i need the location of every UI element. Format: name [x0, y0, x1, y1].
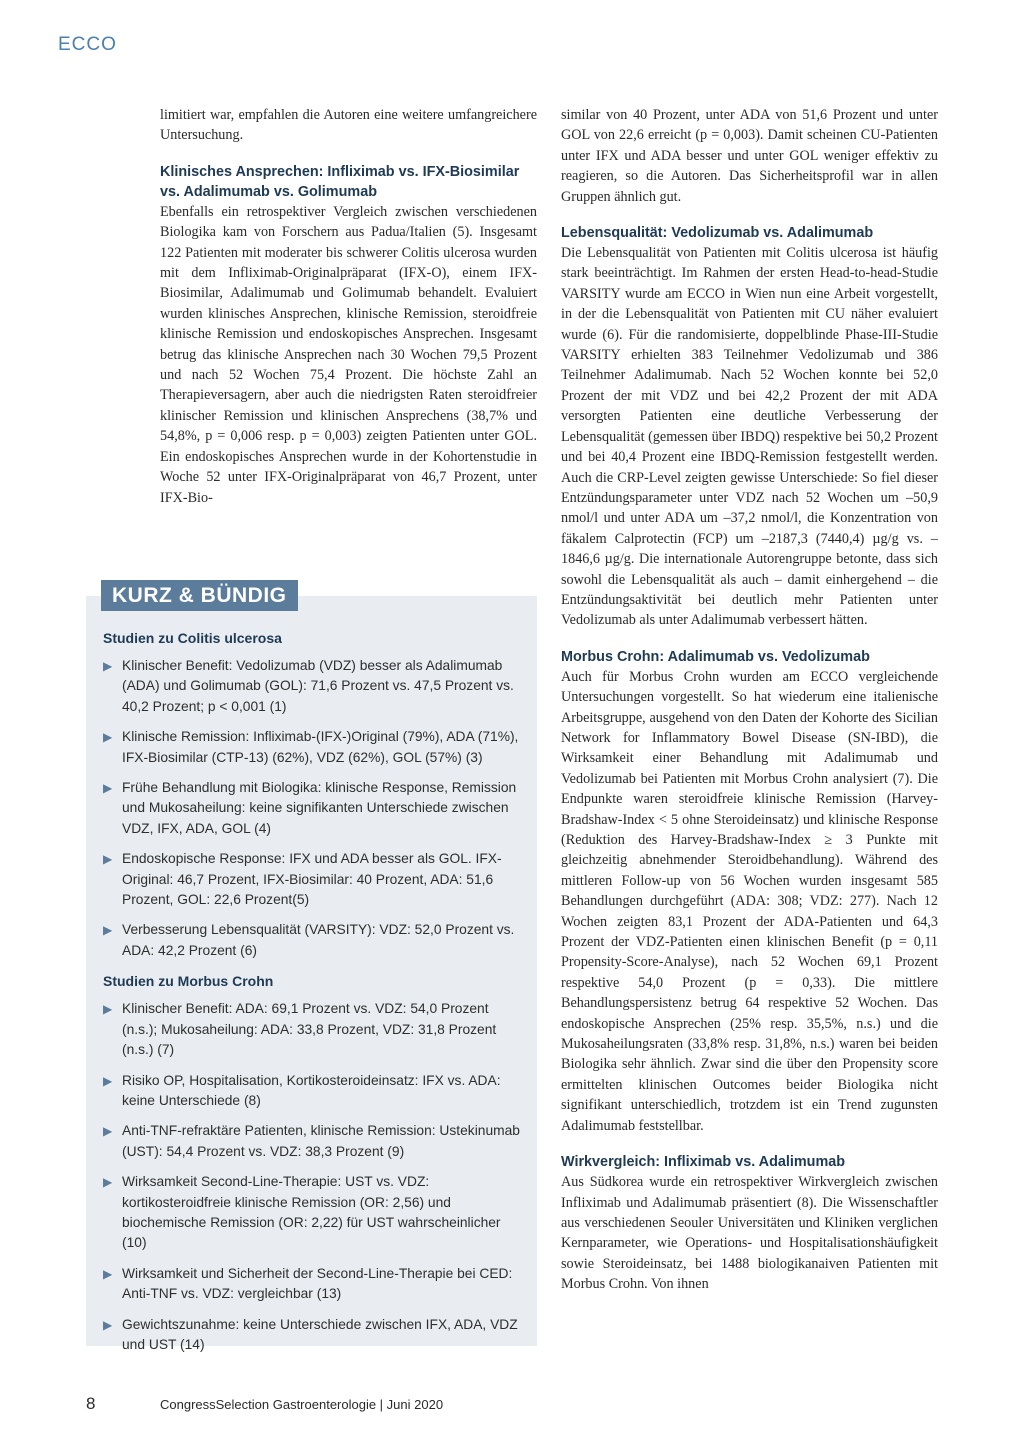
section-heading-crohn: Morbus Crohn: Adalimumab vs. Vedolizumab — [561, 648, 870, 665]
bullet-arrow-icon: ▶ — [103, 1124, 113, 1139]
bullet-arrow-icon: ▶ — [103, 1175, 113, 1190]
summary-box-title: KURZ & BÜNDIG — [101, 580, 298, 611]
publication-footer: CongressSelection Gastroenterologie | Juni 2020 — [160, 1397, 444, 1412]
right-column — [561, 105, 938, 1295]
bullet-arrow-icon: ▶ — [103, 730, 113, 745]
section-heading-efficacy-comparison: Wirkvergleich: Infliximab vs. Adalimumab — [561, 1154, 846, 1171]
list-item: ▶ Endoskopische Response: IFX und ADA besser als GOL. IFX-Original: 46,7 Prozent, IFX-Biosimilar: 40 Prozent, ADA: 51,6 Prozent, GOL: 22,6 Prozent(5) — [103, 851, 502, 908]
efficacy-comparison-paragraph: Aus Südkorea wurde ein retrospektiver Wirkvergleich zwischen Infliximab und Adalimumab präsentiert (8). Die Wissenschaftler aus verschiedenen Seouler Universitäten und Kliniken verglichen Kernparameter, wie Operations- und Hospitalisationshäufigkeit sowie Steroideinsatz, bei 1488 biologikanaiven Patienten mit Morbus Crohn. Von ihnen — [561, 1174, 938, 1293]
list-item: ▶ Risiko OP, Hospitalisation, Kortikosteroideinsatz: IFX vs. ADA: keine Unterschiede (8) — [103, 1072, 501, 1108]
bullet-arrow-icon: ▶ — [103, 1266, 113, 1281]
bullet-arrow-icon: ▶ — [103, 781, 113, 796]
cd-studies-heading: Studien zu Morbus Crohn — [103, 973, 274, 990]
bullet-arrow-icon: ▶ — [103, 1073, 113, 1088]
left-intro-paragraph: limitiert war, empfahlen die Autoren eine weitere umfangreichere Untersuchung. — [160, 107, 537, 144]
cd-studies-list — [103, 999, 523, 1355]
clinical-response-paragraph: Ebenfalls ein retrospektiver Vergleich zwischen verschiedenen Biologika kam von Forschern aus Padua/Italien (5). Insgesamt 122 Patienten mit moderater bis schwerer Colitis ulcerosa wurden mit dem Infliximab-Originalpräparat (IFX-O), einem IFX-Biosimilar, Adalimumab und Golimumab behandelt. Evaluiert wurden klinisches Ansprechen, klinische Remission, steroidfreie klinische Remission und endoskopisches Ansprechen. Insgesamt betrug das klinische Ansprechen nach 30 Wochen 79,5 Prozent und nach 52 Wochen 75,4 Prozent. Die höchste Zahl an Therapieversagern, aber auch die niedrigsten Raten steroidfreier klinischer Remission und klinischen Ansprechens (38,7% und 54,8%, p = 0,006 resp. p = 0,003) zeigten Patienten unter GOL. Ein endoskopisches Ansprechen wurde in der Kohortenstudie in Woche 52 unter IFX-Originalpräparat von 46,7 Prozent, unter IFX-Bio- — [160, 203, 537, 506]
list-item: ▶ Wirksamkeit Second-Line-Therapie: UST vs. VDZ: kortikosteroidfreie klinische Remission (OR: 2,56) und biochemische Remission (OR: 2,22) für UST wahrscheinlicher (10) — [103, 1174, 501, 1251]
left-column — [160, 105, 537, 508]
bullet-arrow-icon: ▶ — [103, 923, 113, 938]
bullet-arrow-icon: ▶ — [103, 852, 113, 867]
bullet-arrow-icon: ▶ — [103, 1002, 113, 1017]
list-item: ▶ Verbesserung Lebensqualität (VARSITY): VDZ: 52,0 Prozent vs. ADA: 42,2 Prozent (6) — [103, 922, 515, 958]
quality-of-life-paragraph: Die Lebensqualität von Patienten mit Colitis ulcerosa ist häufig stark beeinträchtigt. Im Rahmen der ersten Head-to-head-Studie VARSITY wurde am ECCO in Wien nun eine Arbeit vorgestellt, in der die Lebensqualität von Patienten mit CU näher evaluiert wurde (6). Für die randomisierte, doppelblinde Phase-III-Studie VARSITY erhielten 383 Teilnehmer Vedolizumab und 386 Teilnehmer Adalimumab. Nach 52 Wochen konnte bei 52,0 Prozent der mit VDZ und bei 42,2 Prozent der mit ADA versorgten Patienten eine deutliche Verbesserung der Lebensqualität (gemessen über IBDQ) respektive bei 50,2 Prozent und bei 40,4 Prozent eine IBDQ-Remission festgestellt werden. Auch die CRP-Level zeigten gewisse Unterschiede: So fiel dieser Entzündungsparameter unter VDZ nach 52 Wochen um –50,9 nmol/l und unter ADA um –37,2 nmol/l, die Konzentration von fäkalem Calprotectin (FCP) um –2187,3 (7440,4) µg/g vs. –1846,6 µg/g. Die internationale Autorengruppe betonte, dass sich sowohl die Lebensqualität als auch – damit einhergehend – die Entzündungsaktivität bei deutlich mehr Patienten unter Vedolizumab als unter Adalimumab verbessert hätten. — [561, 245, 938, 629]
list-item: ▶ Klinischer Benefit: ADA: 69,1 Prozent vs. VDZ: 54,0 Prozent (n.s.); Mukosaheilung: ADA: 33,8 Prozent, VDZ: 31,8 Prozent (n.s.) (7) — [103, 1001, 497, 1058]
uc-studies-heading: Studien zu Colitis ulcerosa — [103, 630, 282, 646]
list-item: ▶ Wirksamkeit und Sicherheit der Second-Line-Therapie bei CED: Anti-TNF vs. VDZ: vergleichbar (13) — [103, 1265, 513, 1302]
crohn-paragraph: Auch für Morbus Crohn wurden am ECCO vergleichende Untersuchungen vorgestellt. So hat wiederum eine italienische Arbeitsgruppe, ausgehend von den Daten der Kohorte des Sicilian Network for Inflammatory Bowel Disease (SN-IBD), die Wirksamkeit einer Behandlung mit Adalimumab und Vedolizumab bei Patienten mit Morbus Crohn analysiert (7). Die Endpunkte waren steroidfreie klinische Remission (Harvey-Bradshaw-Index < 5 ohne Steroideinsatz) und klinische Response (Reduktion des Harvey-Bradshaw-Index ≥ 3 Punkte mit gleichzeitig abnehmender Steroidbehandlung). Während des mittleren Follow-up von 56 Wochen wurden insgesamt 585 Behandlungen durchgeführt (ADA: 308; VDZ: 277). Nach 12 Wochen zeigten 83,1 Prozent der ADA-Patienten und 64,3 Prozent der VDZ-Patienten einen klinischen Benefit (p = 0,11 Propensity-Score-Analyse), nach 52 Wochen 69,1 Prozent respektive 54,0 Prozent (p = 0,33). Die mittlere Behandlungspersistenz betrug 64 respektive 52 Wochen. Das endoskopische Ansprechen (25% resp. 35,5%, n.s.) und die Mukosaheilungsraten (33,8% resp. 31,8%, n.s.) waren bei beiden Biologika sehr ähnlich. Zwar sind die über den Propensity score ermittelten klinischen Outcomes beider Biologika nicht signifikant unterschiedlich, trotzdem ist ein Trend zugunsten Adalimumab feststellbar. — [561, 668, 938, 1134]
section-heading-clinical-response: Klinisches Ansprechen: Infliximab vs. IFX-Biosimilar vs. Adalimumab vs. Golimumab — [160, 163, 520, 200]
summary-box-content — [103, 628, 523, 1365]
section-label: ECCO — [58, 34, 117, 55]
list-item: ▶ Klinischer Benefit: Vedolizumab (VDZ) besser als Adalimumab (ADA) und Golimumab (GOL): 71,6 Prozent vs. 47,5 Prozent vs. 40,2 Prozent; p < 0,001 (1) — [103, 658, 514, 714]
uc-studies-list — [103, 656, 523, 961]
section-heading-quality-of-life: Lebensqualität: Vedolizumab vs. Adalimumab — [561, 225, 874, 242]
list-item: ▶ Klinische Remission: Infliximab-(IFX-)Original (79%), ADA (71%), IFX-Biosimilar (CTP-13) (62%), VDZ (62%), GOL (57%) (3) — [103, 729, 519, 765]
right-intro-paragraph: similar von 40 Prozent, unter ADA von 51,6 Prozent und unter GOL von 22,6 erreicht (p = 0,003). Damit scheinen CU-Patienten unter IFX und ADA besser und unter GOL weniger effektiv zu reagieren, so die Autoren. Das Sicherheitsprofil war in allen Gruppen ähnlich gut. — [561, 107, 938, 205]
list-item: ▶ Anti-TNF-refraktäre Patienten, klinische Remission: Ustekinumab (UST): 54,4 Prozent vs. VDZ: 38,3 Prozent (9) — [103, 1123, 520, 1159]
list-item: ▶ Gewichtszunahme: keine Unterschiede zwischen IFX, ADA, VDZ und UST (14) — [103, 1316, 518, 1352]
bullet-arrow-icon: ▶ — [103, 1317, 113, 1332]
list-item: ▶ Frühe Behandlung mit Biologika: klinische Response, Remission und Mukosaheilung: keine signifikanten Unterschiede zwischen VDZ, IFX, ADA, GOL (4) — [103, 780, 517, 836]
bullet-arrow-icon: ▶ — [103, 659, 113, 673]
page-number: 8 — [86, 1394, 96, 1413]
